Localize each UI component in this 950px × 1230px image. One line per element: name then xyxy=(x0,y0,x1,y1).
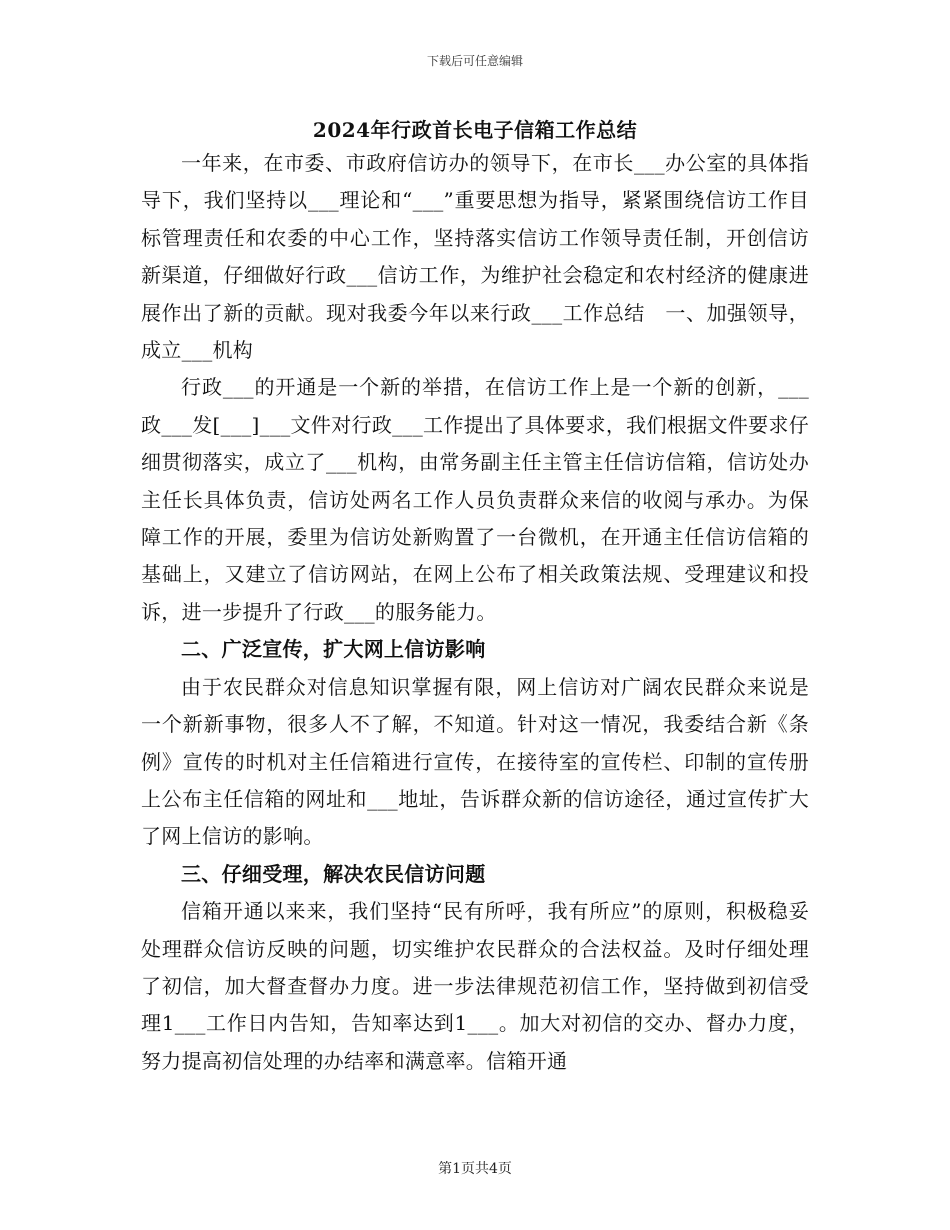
page-header-note: 下载后可任意编辑 xyxy=(426,54,523,68)
paragraph-section-3: 信箱开通以来来，我们坚持“民有所呼，我有所应”的原则，积极稳妥处理群众信访反映的问题，切实维护农民群众的合法权益。及时仔细处理了初信，加大督查督办力度。进一步法律规范初信工作，坚持做到初信受理1___工作日内告知，告知率达到1___。加大对初信的交办、督办力度，努力提高初信处理的办结率和满意率。信箱开通 xyxy=(141,899,809,1073)
document-title: 2024年行政首长电子信箱工作总结 xyxy=(312,118,638,142)
paragraph-section-1: 行政___的开通是一个新的举措，在信访工作上是一个新的创新，___政___发[___]___文件对行政___工作提出了具体要求，我们根据文件要求仔细贯彻落实，成立了___机构，由常务副主任主管主任信访信箱，信访处办主任长具体负责，信访处两名工作人员负责群众来信的收阅与承办。为保障工作的开展，委里为信访处新购置了一台微机，在开通主任信访信箱的基础上，又建立了信访网站，在网上公布了相关政策法规、受理建议和投诉，进一步提升了行政___的服务能力。 xyxy=(141,375,809,624)
paragraph-section-2: 由于农民群众对信息知识掌握有限，网上信访对广阔农民群众来说是一个新新事物，很多人不了解，不知道。针对这一情况，我委结合新《条例》宣传的时机对主任信箱进行宣传，在接待室的宣传栏、印制的宣传册上公布主任信箱的网址和___地址，告诉群众新的信访途径，通过宣传扩大了网上信访的影响。 xyxy=(141,674,809,849)
page-footer-page-number: 第1页共4页 xyxy=(438,1161,512,1177)
section-heading-3: 三、仔细受理，解决农民信访问题 xyxy=(181,861,486,886)
document-body xyxy=(141,145,809,1080)
paragraph-intro: 一年来，在市委、市政府信访办的领导下，在市长___办公室的具体指导下，我们坚持以___理论和“___”重要思想为指导，紧紧围绕信访工作目标管理责任和农委的中心工作，坚持落实信访工作领导责任制，开创信访新渠道，仔细做好行政___信访工作，为维护社会稳定和农村经济的健康进展作出了新的贡献。现对我委今年以来行政___工作总结 一、加强领导，成立___机构 xyxy=(141,151,809,363)
section-heading-2: 二、广泛宣传，扩大网上信访影响 xyxy=(181,637,486,662)
